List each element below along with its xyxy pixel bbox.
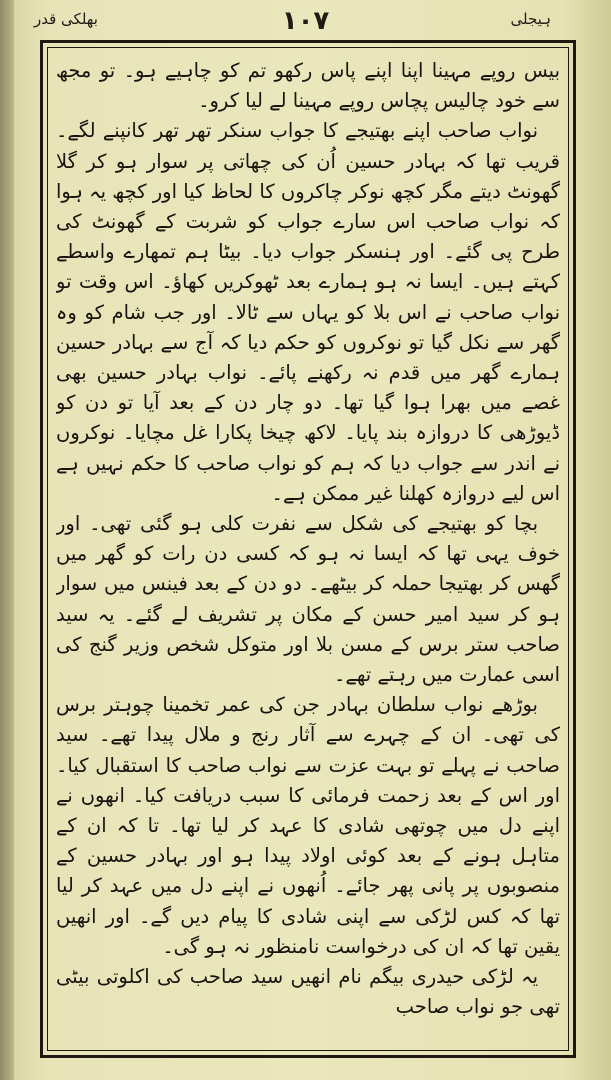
page-gutter [0, 0, 14, 1080]
paragraph: یہ لڑکی حیدری بیگم نام انھیں سید صاحب کی اکلوتی بیٹی تھی جو نواب صاحب [56, 965, 560, 1019]
page-number: ۱۰۷ [281, 6, 330, 36]
paragraph: نواب صاحب اپنے بھتیجے کا جواب سنکر تھر تھر کانپنے لگے۔ قریب تھا کہ بہادر حسین اُن کی چھاتی پر سوار ہو کر گلا گھونٹ دیتے مگر کچھ نوکر چاکروں کا لحاظ کیا اور کچھ یہ ہوا کہ نواب صاحب اس سارے جواب کو شربت کے گھونٹ کی طرح پی گئے۔ اور ہنسکر جواب دیا۔ بیٹا ہم تمھارے واسطے کہتے ہیں۔ ایسا نہ ہو ہمارے بعد ٹھوکریں کھاؤ۔ اس وقت تو نواب صاحب نے اس بلا کو یہاں سے ٹالا۔ اور جب شام کو وہ گھر سے نکل گیا تو نوکروں کو حکم دیا کہ آج سے بہادر حسین ہمارے گھر میں قدم نہ رکھنے پائے۔ نواب بہادر حسین بھی غصے میں بھرا ہوا گیا تھا۔ دو چار دن کے بعد آیا تو دن کو ڈیوڑھی کا دروازہ بند پایا۔ لاکھ چیخا پکارا غل مچایا۔ نوکروں نے اندر سے جواب دیا کہ ہم کو نواب صاحب کا حکم نہیں ہے اس لیے دروازہ کھلنا غیر ممکن ہے۔ [56, 119, 560, 505]
paragraph: بچا کو بھتیجے کی شکل سے نفرت کلی ہو گئی تھی۔ اور خوف یہی تھا کہ ایسا نہ ہو کہ کسی دن رات کو گھر میں گھس کر بھتیجا حملہ کر بیٹھے۔ دو دن کے بعد فینس میں سوار ہو کر سید امیر حسن کے مکان پر تشریف لے گئے۔ یہ سید صاحب ستر برس کے مسن بلا اور متوکل شخص وزیر گنج کی اسی عمارت میں رہتے تھے۔ [56, 512, 560, 687]
paragraph: بیس روپے مہینا اپنا اپنے پاس رکھو تم کو چاہیے ہو۔ تو مجھ سے خود چالیس پچاس روپے مہینا لے لیا کرو۔ [56, 59, 560, 113]
page-header [34, 6, 577, 40]
page-body-text [56, 56, 560, 1046]
running-title-right: ہیجلی [510, 10, 551, 28]
paragraph: بوڑھے نواب سلطان بہادر جن کی عمر تخمینا چوہتر برس کی تھی۔ ان کے چہرے سے آثار رنج و ملال پیدا تھے۔ سید صاحب نے پہلے تو بہت عزت سے نواب صاحب کا استقبال کیا۔ اور اس کے بعد زحمت فرمائی کا سبب دریافت کیا۔ انھوں نے اپنے دل میں چوتھی شادی کا عہد کر لیا تھا۔ تا کہ ان کے متاہل ہونے کے بعد کوئی اولاد پیدا ہو اور بہادر حسین کے منصوبوں پر پانی پھر جائے۔ اُنھوں نے اپنے دل میں عہد کر لیا تھا کہ کس لڑکی سے اپنی شادی کا پیام دیں گے۔ اور انھیں یقین تھا کہ ان کی درخواست نامنظور نہ ہو گی۔ [56, 693, 560, 958]
running-title-left: بھلکی قدر [34, 10, 98, 28]
